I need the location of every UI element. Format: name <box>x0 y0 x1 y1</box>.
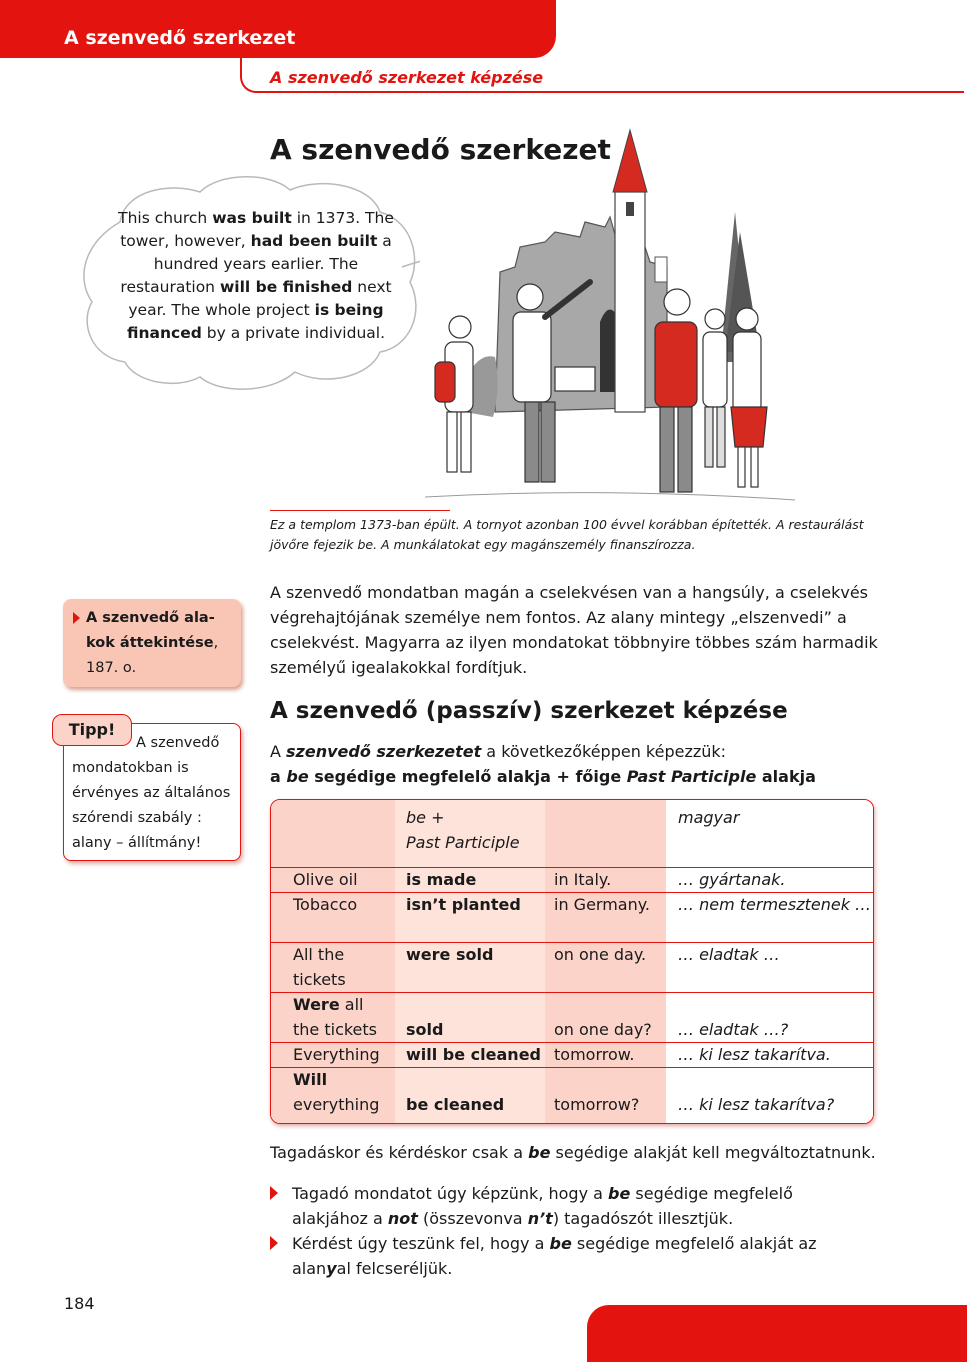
page-title: A szenvedő szerkezet <box>270 133 611 166</box>
arrow-right-icon <box>73 612 80 624</box>
negation-question-note: Tagadáskor és kérdéskor csak a be segédige alakját kell megváltoztatnunk. <box>270 1143 876 1162</box>
table-cell: isn’t planted <box>406 895 521 914</box>
table-cell: on one day. <box>554 945 647 964</box>
table-cell: Were all the tickets <box>293 995 378 1039</box>
list-item: Kérdést úgy teszünk fel, hogy a be segédige megfelelő alakját az alanyal felcseréljük. <box>270 1231 880 1281</box>
tip-text: A szenvedő mondatokban is érvényes az általános szórendi szabály : alany – állítmány! <box>72 735 231 851</box>
table-cell: will be cleaned <box>406 1045 541 1064</box>
table-cell: … gyártanak. <box>678 870 786 889</box>
table-cell: … ki lesz takarítva? <box>678 1095 835 1114</box>
table-cell: tomorrow. <box>554 1045 635 1064</box>
table-cell: on one day? <box>554 1020 652 1039</box>
church-illustration <box>405 122 805 512</box>
tip-label: Tipp! <box>52 714 132 746</box>
image-caption: Ez a templom 1373-ban épült. A tornyot azonban 100 évvel korábban építették. A restaurálást jövőre fejezik be. A munkálatokat egy magánszemély finanszírozza. <box>270 517 864 552</box>
table-cell: in Italy. <box>554 870 612 889</box>
table-cell: … nem termesztenek … <box>678 895 872 914</box>
section-heading: A szenvedő (passzív) szerkezet képzése <box>270 698 788 724</box>
table-header-cell: be + Past Participle <box>406 808 520 852</box>
section-subtitle: A szenvedő szerkezet képzése <box>270 68 544 87</box>
table-cell: Will everything <box>293 1070 380 1114</box>
table-cell: tomorrow? <box>554 1095 640 1114</box>
table-cell: … eladtak …? <box>678 1020 789 1039</box>
caption-rule <box>270 510 450 511</box>
table-header-cell: magyar <box>678 808 740 827</box>
table-cell: is made <box>406 870 477 889</box>
intro-paragraph: A szenvedő mondatban magán a cselekvésen van a hangsúly, a cselekvés végrehajtójának személye nem fontos. Az alany mintegy „elszenvedi” a cselekvést. Magyarra az ilyen mondatokat többnyire többes szám harmadik személyű igealakokkal fordítjuk. <box>270 583 878 677</box>
table-cell: Everything <box>293 1045 380 1064</box>
table-cell: sold <box>406 1020 444 1039</box>
table-cell: in Germany. <box>554 895 651 914</box>
table-cell: All the tickets <box>293 945 346 989</box>
speech-text: This church was built in 1373. The tower, however, had been built a hundred years earlier. The restauration will be finished next year. The whole project is being financed by a private individual. <box>118 209 394 342</box>
arrow-right-icon <box>270 1186 278 1200</box>
table-cell: … eladtak … <box>678 945 780 964</box>
table-cell: Tobacco <box>293 895 358 914</box>
table-cell: be cleaned <box>406 1095 505 1114</box>
table-cell: … ki lesz takarítva. <box>678 1045 831 1064</box>
formula-rule: a be segédige megfelelő alakja + főige Past Participle alakja <box>270 767 816 786</box>
table-cell: were sold <box>406 945 494 964</box>
arrow-right-icon <box>270 1236 278 1250</box>
table-cell: Olive oil <box>293 870 358 889</box>
formula-intro: A szenvedő szerkezetet a következőképpen képezzük: <box>270 742 727 761</box>
passive-table <box>270 799 874 1124</box>
footer-banner <box>587 1305 967 1362</box>
chapter-title: A szenvedő szerkezet <box>64 27 296 49</box>
page-number: 184 <box>64 1294 95 1313</box>
list-item: Tagadó mondatot úgy képzünk, hogy a be segédige megfelelő alakjához a not (összevonva n’t) tagadószót illesztjük. <box>270 1181 880 1231</box>
cross-reference-link[interactable]: A szenvedő alakok áttekintése, 187. o. <box>86 610 219 676</box>
